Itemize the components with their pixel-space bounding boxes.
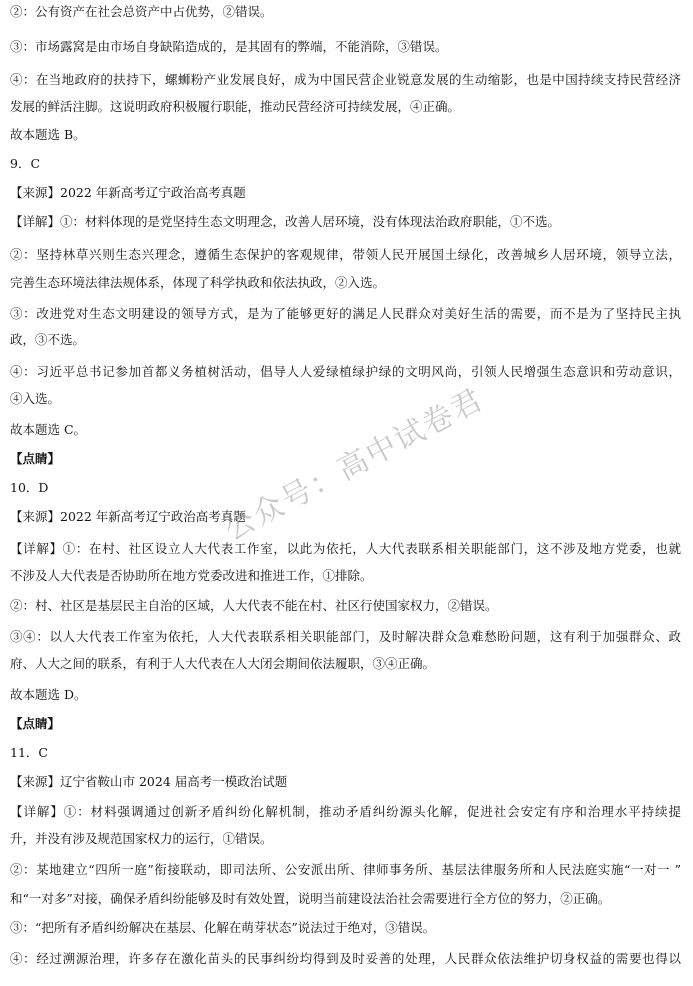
- text-line: 故本题选 C。: [10, 422, 87, 437]
- source-line: 【来源】2022 年新高考辽宁政治高考真题: [10, 509, 246, 524]
- text-line: 和“一对多”对接，确保矛盾纠纷能够及时有效处置，说明当前建设法治社会需要进行全方位的努力，②正确。: [10, 891, 611, 906]
- text-line: ③：“把所有矛盾纠纷解决在基层、化解在萌芽状态”说法过于绝对，③错误。: [10, 920, 436, 935]
- text-line: 故本题选 B。: [10, 127, 86, 142]
- text-line: ④入选。: [10, 391, 61, 406]
- text-line: ④：习近平总书记参加首都义务植树活动，倡导人人爱绿植绿护绿的文明风尚，引领人民增强生态意识和劳动意识，: [10, 364, 681, 379]
- source-line: 【来源】2022 年新高考辽宁政治高考真题: [10, 185, 246, 200]
- text-line: 完善生态环境法律法规体系，体现了科学执政和依法执政，②入选。: [10, 275, 386, 290]
- text-line: ③：改进党对生态文明建设的领导方式，是为了能够更好的满足人民群众对美好生活的需要，而不是为了坚持民主执: [10, 306, 681, 321]
- text-line: ②：某地建立“四所一庭”衔接联动，即司法所、公安派出所、律师事务所、基层法律服务所和人民法庭实施“一对一 ”: [10, 862, 681, 877]
- text-line: 政，③不选。: [10, 332, 86, 347]
- text-line: 升，并没有涉及规范国家权力的运行，①错误。: [10, 831, 273, 846]
- question-number: 10．D: [10, 480, 49, 495]
- question-number: 11．C: [10, 745, 48, 760]
- text-line: ②：坚持林草兴则生态兴理念，遵循生态保护的客观规律，带领人民开展国土绿化，改善城乡人居环境，领导立法，: [10, 247, 681, 262]
- text-line: 发展的鲜活注脚。这说明政府积极履行职能，推动民营经济可持续发展，④正确。: [10, 99, 461, 114]
- text-line: ④：经过溯源治理，许多存在激化苗头的民事纠纷均得到及时妥善的处理，人民群众依法维护切身权益的需要也得以: [10, 951, 681, 966]
- tip-heading: 【点睛】: [10, 716, 61, 731]
- text-line: 【详解】①：材料体现的是党坚持生态文明理念，改善人居环境，没有体现法治政府职能，①不选。: [10, 214, 561, 229]
- tip-heading: 【点睛】: [10, 451, 61, 466]
- text-line: 【详解】①：在村、社区设立人大代表工作室，以此为依托，人大代表联系相关职能部门，这不涉及地方党委，也就: [10, 541, 681, 556]
- text-line: ③：市场露窝是由市场自身缺陷造成的，是其固有的弊端，不能消除，③错误。: [10, 39, 448, 54]
- text-line: 不涉及人大代表是否协助所在地方党委改进和推进工作，①排除。: [10, 568, 373, 583]
- source-line: 【来源】辽宁省鞍山市 2024 届高考一模政治试题: [10, 774, 288, 789]
- question-number: 9．C: [10, 156, 41, 171]
- text-line: ④：在当地政府的扶持下，螺蛳粉产业发展良好，成为中国民营企业锐意发展的生动缩影，也是中国持续支持民营经济: [10, 72, 681, 87]
- text-line: 【详解】①：材料强调通过创新矛盾纠纷化解机制，推动矛盾纠纷源头化解，促进社会安定有序和治理水平持续提: [10, 804, 681, 819]
- watermark: 公众号：高中试卷君: [218, 381, 490, 548]
- text-line: ②：村、社区是基层民主自治的区域，人大代表不能在村、社区行使国家权力，②错误。: [10, 598, 498, 613]
- text-line: ③④：以人大代表工作室为依托，人大代表联系相关职能部门，及时解决群众急难愁盼问题，这有利于加强群众、政: [10, 629, 681, 644]
- text-line: 府、人大之间的联系，有利于人大代表在人大闭会期间依法履职，③④正确。: [10, 656, 436, 671]
- text-line: ②：公有资产在社会总资产中占优势，②错误。: [10, 4, 273, 19]
- text-line: 故本题选 D。: [10, 687, 87, 702]
